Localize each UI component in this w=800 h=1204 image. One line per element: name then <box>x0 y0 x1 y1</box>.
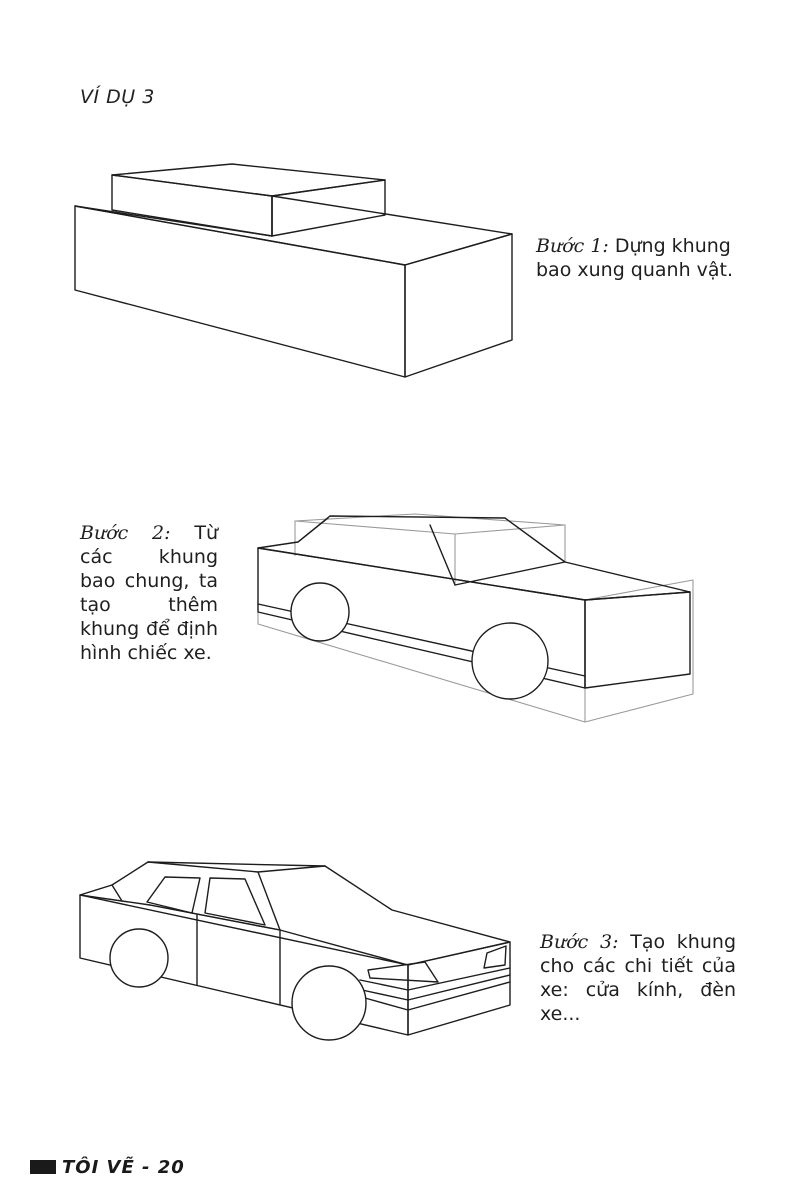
step1-label: Bước 1: <box>536 235 609 257</box>
step2-text: Từ các khung bao chung, ta tạo thêm khung để định hình chiếc xe. <box>80 522 219 664</box>
step1-caption <box>536 234 746 282</box>
step3-text: Tạo khung cho các chi tiết của xe: cửa kính, đèn xe... <box>540 931 736 1025</box>
step3-caption <box>540 930 736 1026</box>
step2-label: Bước 2: <box>80 522 171 544</box>
step2-caption <box>80 521 218 665</box>
page-footer <box>30 1156 185 1178</box>
step1-text: Dựng khung bao xung quanh vật. <box>536 235 734 281</box>
footer-page-label: TÔI VẼ - 20 <box>62 1156 185 1178</box>
example-heading: VÍ DỤ 3 <box>80 86 155 108</box>
step3-label: Bước 3: <box>540 931 619 953</box>
footer-marker <box>30 1160 56 1174</box>
